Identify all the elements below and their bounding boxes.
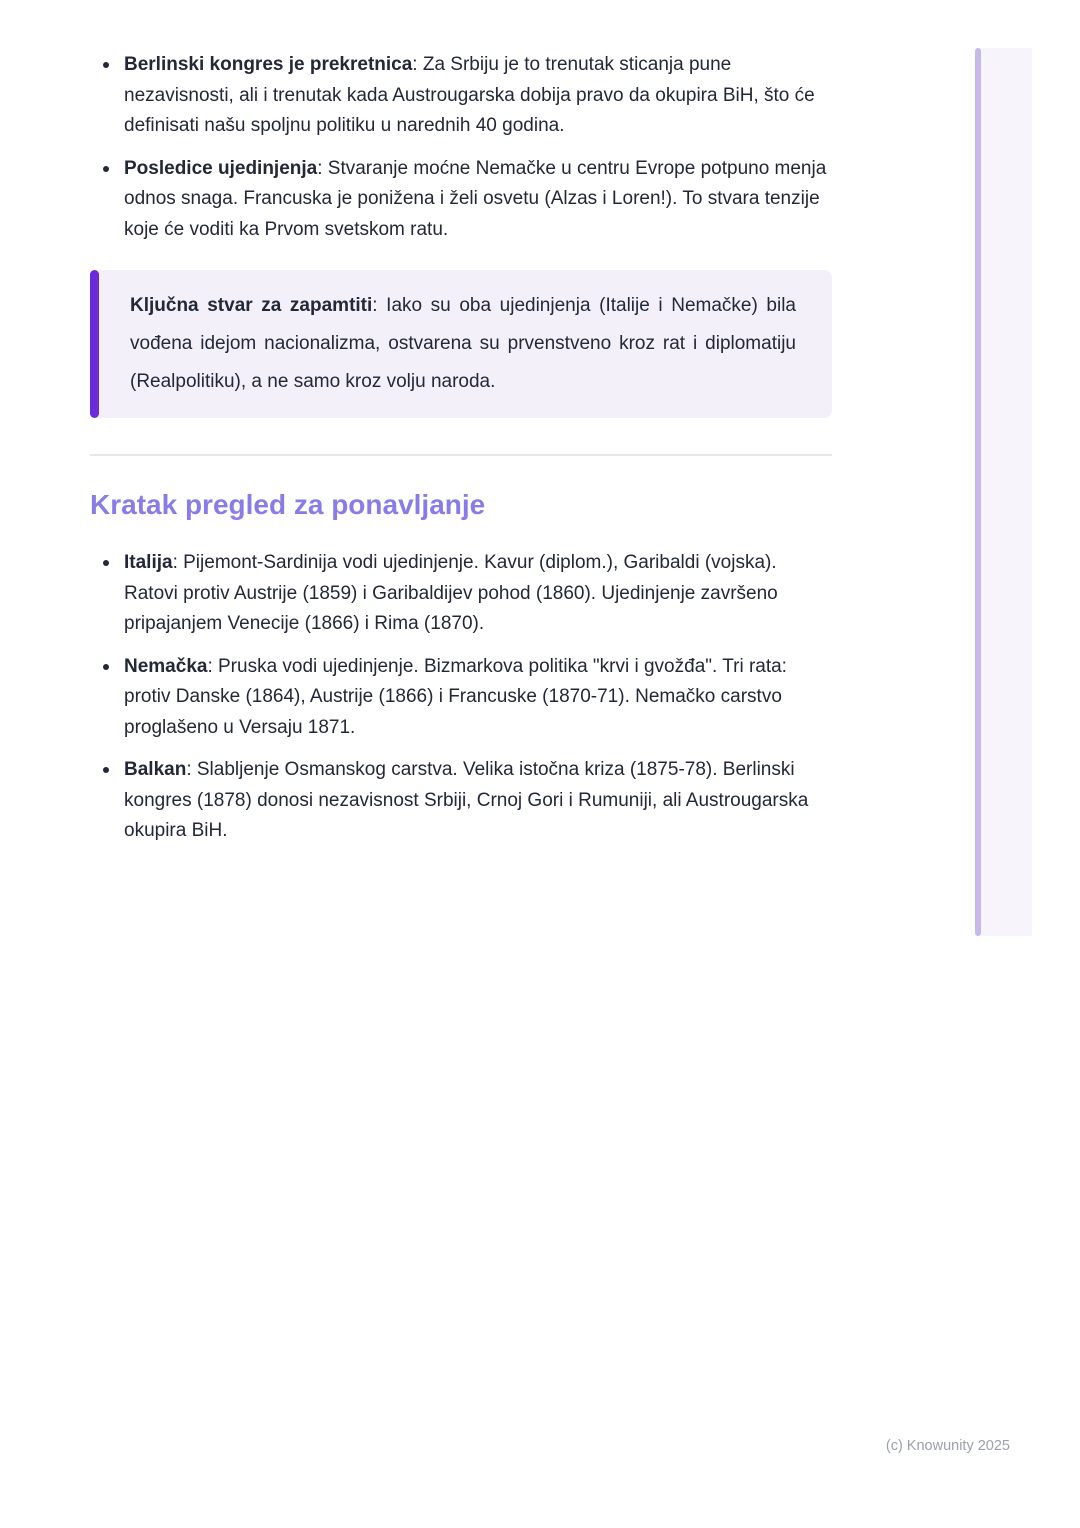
list-item-text: : Pruska vodi ujedinjenje. Bizmarkova politika "krvi i gvožđa". Tri rata: protiv Danske (1864), Austrije (1866) i Francuske (1870-71). Nemačko carstvo proglašeno u Versaju 1871. xyxy=(124,655,787,738)
list-item xyxy=(90,755,832,847)
copyright-footer: (c) Knowunity 2025 xyxy=(885,1438,1010,1454)
callout-lead: Ključna stvar za zapamtiti xyxy=(130,295,373,316)
key-point-callout xyxy=(90,270,832,418)
list-item-text: : Za Srbiju je to trenutak sticanja pune nezavisnosti, ali i trenutak kada Austrougarska dobija pravo da okupira BiH, što će definisati našu spoljnu politiku u narednih 40 godina. xyxy=(124,54,815,136)
list-item xyxy=(90,50,832,142)
list-item xyxy=(90,154,832,246)
list-item-lead: Balkan xyxy=(124,759,187,780)
callout-accent-bar xyxy=(90,270,99,418)
list-item xyxy=(90,548,832,640)
list-item-lead: Italija xyxy=(124,552,173,573)
callout-text xyxy=(130,287,796,401)
review-list xyxy=(90,548,832,847)
section-heading: Kratak pregled za ponavljanje xyxy=(90,489,486,520)
list-item-text: : Pijemont-Sardinija vodi ujedinjenje. Kavur (diplom.), Garibaldi (vojska). Ratovi protiv Austrije (1859) i Garibaldijev pohod (1860). Ujedinjenje završeno pripajanjem Venecije (1866) i Rima (1870). xyxy=(124,552,778,634)
section-divider xyxy=(90,454,832,456)
callout-body: : Iako su oba ujedinjenja (Italije i Nemačke) bila vođena idejom nacionalizma, ostvarena su prvenstveno kroz rat i diplomatiju (Realpolitiku), a ne samo kroz volju naroda. xyxy=(130,295,796,392)
list-item-lead: Berlinski kongres je prekretnica xyxy=(124,54,413,75)
page-edge-strip xyxy=(981,48,1032,936)
list-item xyxy=(90,652,832,744)
consequences-list xyxy=(90,50,832,245)
list-item-lead: Posledice ujedinjenja xyxy=(124,157,318,179)
list-item-text: : Slabljenje Osmanskog carstva. Velika istočna kriza (1875-78). Berlinski kongres (1878) donosi nezavisnost Srbiji, Crnoj Gori i Rumuniji, ali Austrougarska okupira BiH. xyxy=(124,759,809,841)
list-item-lead: Nemačka xyxy=(124,655,208,677)
page-edge-accent-line xyxy=(975,48,981,936)
list-item-text: : Stvaranje moćne Nemačke u centru Evrope potpuno menja odnos snaga. Francuska je ponižena i želi osvetu (Alzas i Loren!). To stvara tenzije koje će voditi ka Prvom svetskom ratu. xyxy=(124,157,827,240)
page-content xyxy=(90,50,832,859)
